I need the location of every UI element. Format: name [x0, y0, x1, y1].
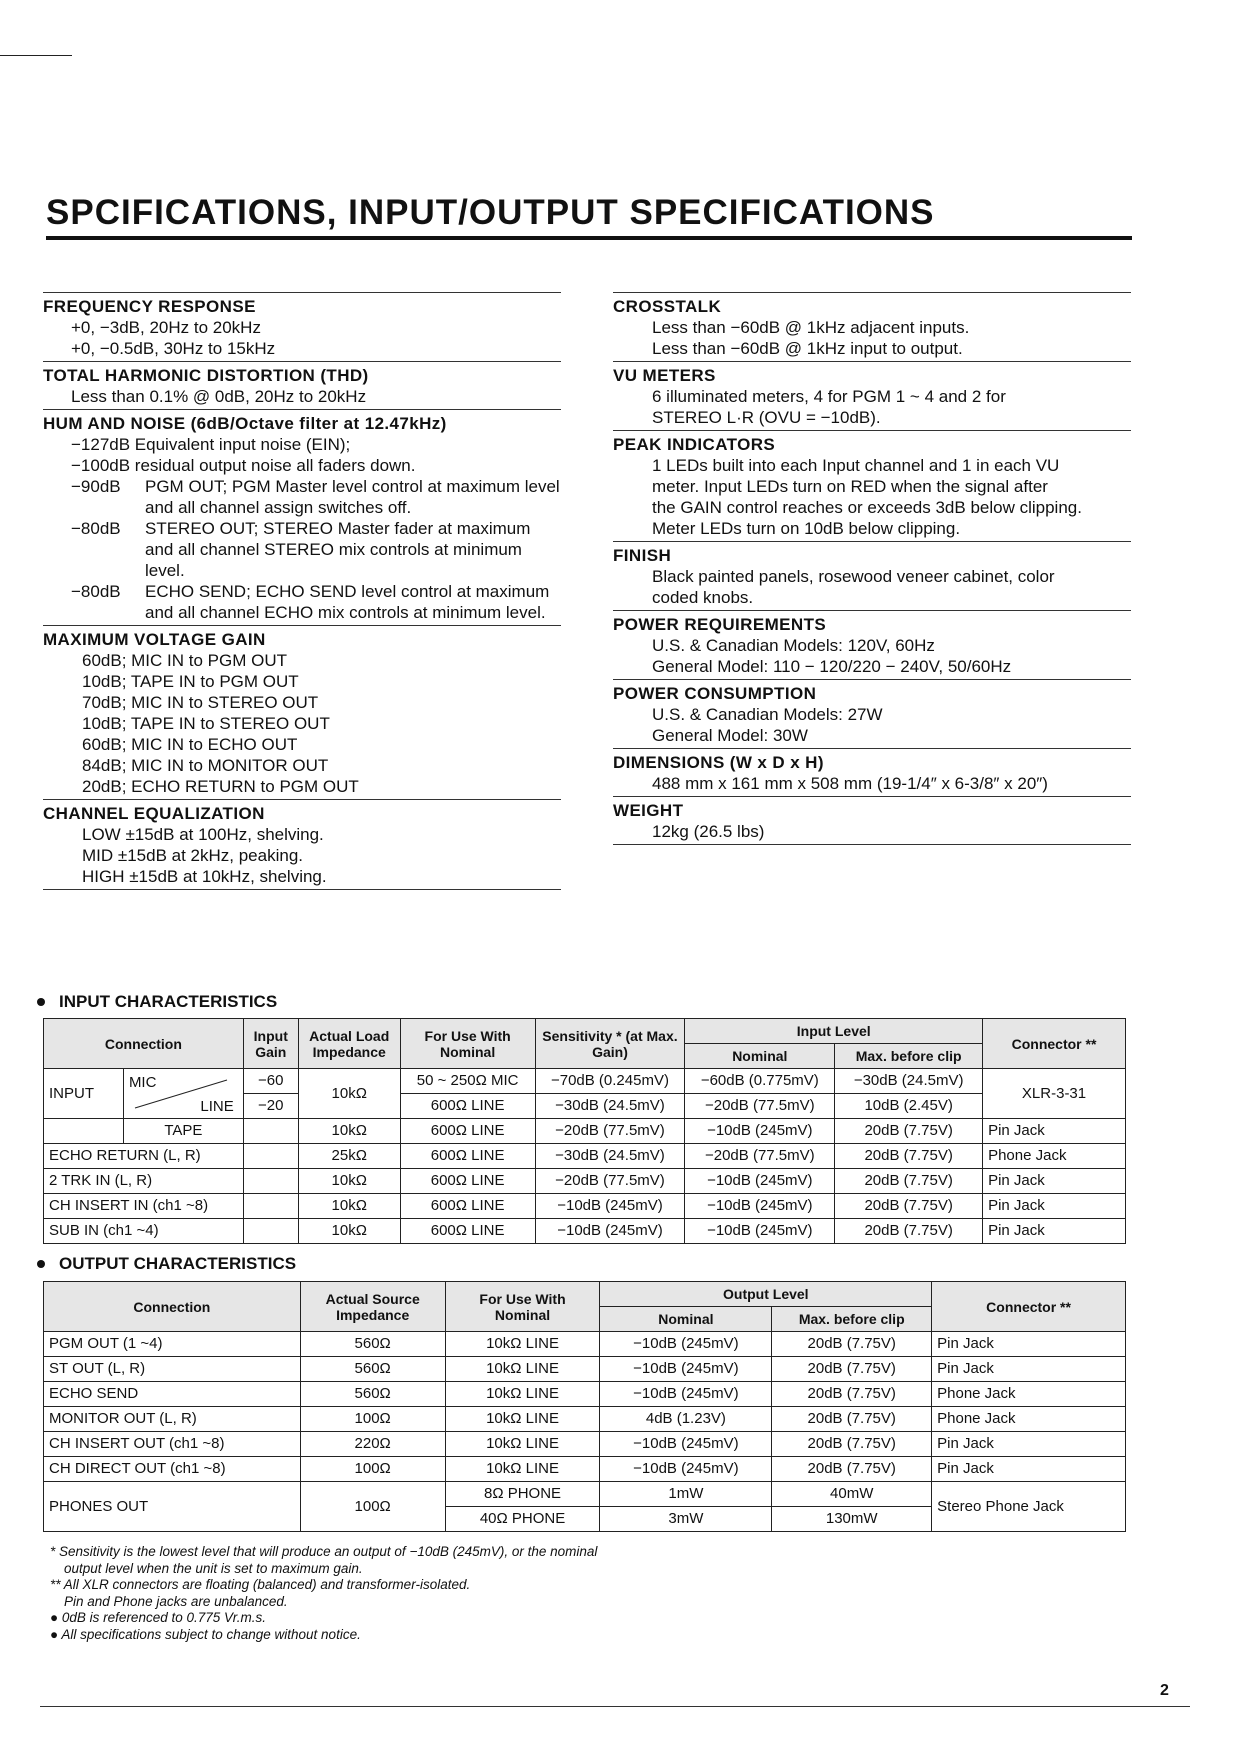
cell-max: 20dB (7.75V) [835, 1119, 983, 1144]
cell-for-use: 600Ω LINE [400, 1169, 535, 1194]
cell-impedance: 560Ω [300, 1357, 445, 1382]
spec-line: coded knobs. [652, 588, 754, 607]
cell-blank [44, 1119, 124, 1144]
cell-max: 20dB (7.75V) [835, 1169, 983, 1194]
page-title: SPCIFICATIONS, INPUT/OUTPUT SPECIFICATIONS [46, 192, 1132, 240]
header-for-use-with: For Use With Nominal [400, 1019, 535, 1069]
cell-max: 10dB (2.45V) [835, 1094, 983, 1119]
cell-gain [243, 1194, 298, 1219]
section-title: POWER REQUIREMENTS [613, 615, 827, 634]
output-characteristics-table [43, 1281, 1126, 1532]
cell-gain [243, 1144, 298, 1169]
spec-line: 6 illuminated meters, 4 for PGM 1 ~ 4 and 2 for [652, 387, 1006, 406]
diagonal-divider [129, 1070, 239, 1118]
table-row [44, 1382, 1126, 1407]
cell-nominal: −60dB (0.775mV) [685, 1069, 835, 1094]
section-title: PEAK INDICATORS [613, 435, 776, 454]
spec-line: 60dB; MIC IN to PGM OUT [82, 651, 287, 670]
footnotes [50, 1544, 597, 1643]
cell-connection: SUB IN (ch1 ~4) [44, 1219, 244, 1244]
section-title: CROSSTALK [613, 297, 722, 316]
spec-line: 10dB; TAPE IN to PGM OUT [82, 672, 299, 691]
cell-nominal: −10dB (245mV) [600, 1332, 772, 1357]
cell-nominal: −20dB (77.5mV) [685, 1144, 835, 1169]
cell-impedance: 220Ω [300, 1432, 445, 1457]
table-row [44, 1194, 1126, 1219]
noise-level: −80dB [71, 519, 121, 538]
cell-max: 20dB (7.75V) [772, 1407, 932, 1432]
bottom-rule [40, 1706, 1190, 1707]
cell-max: 20dB (7.75V) [772, 1332, 932, 1357]
footnote-line: ** All XLR connectors are floating (balanced) and transformer-isolated. [50, 1577, 471, 1592]
header-load-impedance: Actual Load Impedance [298, 1019, 400, 1069]
footnote-line: ● 0dB is referenced to 0.775 Vr.m.s. [50, 1610, 267, 1625]
frequency-response-section [43, 292, 561, 361]
crosstalk-section [613, 292, 1131, 361]
cell-connection: CH INSERT IN (ch1 ~8) [44, 1194, 244, 1219]
section-title: FINISH [613, 546, 672, 565]
section-title: HUM AND NOISE (6dB/Octave filter at 12.47kHz) [43, 414, 447, 433]
cell-max: 130mW [772, 1507, 932, 1532]
cell-connection: PGM OUT (1 ~4) [44, 1332, 301, 1357]
cell-for-use: 10kΩ LINE [445, 1357, 600, 1382]
hum-noise-section [43, 409, 561, 625]
section-title: DIMENSIONS (W x D x H) [613, 753, 824, 772]
cell-nominal: −10dB (245mV) [600, 1457, 772, 1482]
footnote-line: * Sensitivity is the lowest level that will produce an output of −10dB (245mV), or the nominal [50, 1544, 598, 1559]
cell-load: 25kΩ [298, 1144, 400, 1169]
input-characteristics-label: INPUT CHARACTERISTICS [59, 992, 278, 1011]
cell-impedance: 100Ω [300, 1407, 445, 1432]
thd-section [43, 361, 561, 409]
footnote-line: ● All specifications subject to change without notice. [50, 1626, 361, 1642]
cell-nominal: 1mW [600, 1482, 772, 1507]
power-consumption-section [613, 679, 1131, 748]
spec-line: General Model: 110 − 120/220 − 240V, 50/60Hz [652, 657, 1012, 676]
table-row [44, 1069, 1126, 1094]
noise-row [43, 476, 561, 518]
cell-for-use: 10kΩ LINE [445, 1432, 600, 1457]
header-connector: Connector ** [932, 1282, 1126, 1332]
spec-line: −100dB residual output noise all faders down. [71, 456, 416, 475]
footnote-line: output level when the unit is set to maximum gain. [64, 1560, 363, 1576]
section-title: MAXIMUM VOLTAGE GAIN [43, 630, 266, 649]
cell-max: 20dB (7.75V) [772, 1457, 932, 1482]
cell-connection: ECHO RETURN (L, R) [44, 1144, 244, 1169]
specs-right-column [613, 292, 1131, 845]
cell-for-use: 600Ω LINE [400, 1219, 535, 1244]
cell-nominal: −20dB (77.5mV) [685, 1094, 835, 1119]
bullet-icon [37, 1260, 45, 1268]
cell-connector: Phone Jack [932, 1407, 1126, 1432]
table-row [44, 1482, 1126, 1507]
spec-line: 70dB; MIC IN to STEREO OUT [82, 693, 319, 712]
bullet-icon [37, 998, 45, 1006]
cell-for-use: 600Ω LINE [400, 1094, 535, 1119]
cell-for-use: 10kΩ LINE [445, 1407, 600, 1432]
spec-line: the GAIN control reaches or exceeds 3dB below clipping. [652, 498, 1082, 517]
spec-line: 1 LEDs built into each Input channel and 1 in each VU [652, 456, 1060, 475]
spec-line: 12kg (26.5 lbs) [652, 822, 765, 841]
spec-line: −127dB Equivalent input noise (EIN); [71, 435, 351, 454]
spec-line: 488 mm x 161 mm x 508 mm (19-1/4″ x 6-3/8″ x 20″) [652, 774, 1048, 793]
header-max-clip: Max. before clip [835, 1044, 983, 1069]
cell-connection: MONITOR OUT (L, R) [44, 1407, 301, 1432]
cell-connector: Phone Jack [983, 1144, 1126, 1169]
cell-for-use: 600Ω LINE [400, 1144, 535, 1169]
section-title: CHANNEL EQUALIZATION [43, 804, 265, 823]
input-group-label: INPUT [44, 1069, 124, 1119]
power-requirements-section [613, 610, 1131, 679]
cell-max: 20dB (7.75V) [772, 1432, 932, 1457]
cell-max: −30dB (24.5mV) [835, 1069, 983, 1094]
table-row [44, 1457, 1126, 1482]
spec-line: Less than −60dB @ 1kHz adjacent inputs. [652, 318, 970, 337]
cell-nominal: 4dB (1.23V) [600, 1407, 772, 1432]
cell-sensitivity: −70dB (0.245mV) [535, 1069, 685, 1094]
spec-line: MID ±15dB at 2kHz, peaking. [82, 846, 303, 865]
cell-sensitivity: −10dB (245mV) [535, 1194, 685, 1219]
noise-level: −80dB [71, 582, 121, 601]
max-voltage-gain-section [43, 625, 561, 799]
cell-connector: Pin Jack [983, 1219, 1126, 1244]
table-row [44, 1407, 1126, 1432]
cell-connection: PHONES OUT [44, 1482, 301, 1532]
cell-gain [243, 1219, 298, 1244]
cell-connector: Pin Jack [932, 1332, 1126, 1357]
cell-for-use: 8Ω PHONE [445, 1482, 600, 1507]
table-row [44, 1144, 1126, 1169]
cell-for-use: 10kΩ LINE [445, 1457, 600, 1482]
table-row [44, 1169, 1126, 1194]
cell-gain [243, 1169, 298, 1194]
noise-row [43, 518, 561, 581]
section-title: TOTAL HARMONIC DISTORTION (THD) [43, 366, 369, 385]
spec-line: STEREO L·R (OVU = −10dB). [652, 408, 881, 427]
channel-eq-section [43, 799, 561, 890]
header-max-clip: Max. before clip [772, 1307, 932, 1332]
header-connection: Connection [44, 1282, 301, 1332]
line-label: LINE [200, 1097, 234, 1115]
cell-connector: Pin Jack [932, 1357, 1126, 1382]
cell-max: 20dB (7.75V) [772, 1382, 932, 1407]
cell-nominal: −10dB (245mV) [600, 1432, 772, 1457]
header-connection: Connection [44, 1019, 244, 1069]
spec-line: 84dB; MIC IN to MONITOR OUT [82, 756, 329, 775]
cell-load: 10kΩ [298, 1069, 400, 1119]
cell-connector: Phone Jack [932, 1382, 1126, 1407]
mic-line-diagram [129, 1070, 238, 1118]
cell-gain: −20 [243, 1094, 298, 1119]
spec-line: HIGH ±15dB at 10kHz, shelving. [82, 867, 327, 886]
table-row [44, 1332, 1126, 1357]
cell-max: 20dB (7.75V) [772, 1357, 932, 1382]
spec-line: +0, −0.5dB, 30Hz to 15kHz [71, 339, 276, 358]
cell-impedance: 560Ω [300, 1332, 445, 1357]
cell-connection: CH DIRECT OUT (ch1 ~8) [44, 1457, 301, 1482]
noise-description: STEREO OUT; STEREO Master fader at maximum and all channel STEREO mix controls at minimum level. [145, 519, 531, 580]
footnote-line: Pin and Phone jacks are unbalanced. [64, 1593, 288, 1609]
finish-section [613, 541, 1131, 610]
cell-connection: TAPE [123, 1119, 243, 1144]
mic-line-cell [123, 1069, 243, 1119]
header-connector: Connector ** [983, 1019, 1126, 1069]
cell-nominal: −10dB (245mV) [685, 1194, 835, 1219]
page-number: 2 [1160, 1682, 1169, 1699]
cell-sensitivity: −30dB (24.5mV) [535, 1144, 685, 1169]
spec-line: meter. Input LEDs turn on RED when the signal after [652, 477, 1048, 496]
cell-load: 10kΩ [298, 1119, 400, 1144]
header-output-level: Output Level [600, 1282, 932, 1307]
output-characteristics-label: OUTPUT CHARACTERISTICS [59, 1254, 297, 1273]
cell-connector: XLR-3-31 [983, 1069, 1126, 1119]
weight-section [613, 796, 1131, 845]
input-characteristics-table [43, 1018, 1126, 1244]
cell-max: 20dB (7.75V) [835, 1194, 983, 1219]
cell-impedance: 100Ω [300, 1482, 445, 1532]
cell-nominal: −10dB (245mV) [600, 1382, 772, 1407]
output-characteristics-title [37, 1254, 296, 1274]
cell-for-use: 50 ~ 250Ω MIC [400, 1069, 535, 1094]
cell-for-use: 600Ω LINE [400, 1119, 535, 1144]
header-input-level: Input Level [685, 1019, 983, 1044]
header-nominal: Nominal [600, 1307, 772, 1332]
specs-left-column [43, 292, 561, 890]
table-header-row [44, 1019, 1126, 1044]
cell-max: 20dB (7.75V) [835, 1219, 983, 1244]
cell-for-use: 10kΩ LINE [445, 1332, 600, 1357]
spec-line: Less than −60dB @ 1kHz input to output. [652, 339, 963, 358]
header-sensitivity: Sensitivity * (at Max. Gain) [535, 1019, 685, 1069]
cell-connector: Pin Jack [983, 1169, 1126, 1194]
cell-sensitivity: −10dB (245mV) [535, 1219, 685, 1244]
cell-connector: Pin Jack [983, 1119, 1126, 1144]
top-rule [0, 55, 72, 56]
spec-line: Black painted panels, rosewood veneer cabinet, color [652, 567, 1055, 586]
mic-label: MIC [128, 1073, 157, 1091]
cell-connection: CH INSERT OUT (ch1 ~8) [44, 1432, 301, 1457]
spec-line: Meter LEDs turn on 10dB below clipping. [652, 519, 961, 538]
spec-line: Less than 0.1% @ 0dB, 20Hz to 20kHz [71, 387, 367, 406]
section-title: POWER CONSUMPTION [613, 684, 817, 703]
spec-line: 10dB; TAPE IN to STEREO OUT [82, 714, 330, 733]
cell-load: 10kΩ [298, 1194, 400, 1219]
spec-line: U.S. & Canadian Models: 27W [652, 705, 883, 724]
spec-line: 20dB; ECHO RETURN to PGM OUT [82, 777, 359, 796]
header-input-gain: Input Gain [243, 1019, 298, 1069]
cell-impedance: 100Ω [300, 1457, 445, 1482]
table-row [44, 1357, 1126, 1382]
cell-connection: 2 TRK IN (L, R) [44, 1169, 244, 1194]
table-row [44, 1219, 1126, 1244]
header-source-impedance: Actual Source Impedance [300, 1282, 445, 1332]
dimensions-section [613, 748, 1131, 796]
input-characteristics-title [37, 992, 277, 1012]
cell-connector: Stereo Phone Jack [932, 1482, 1126, 1532]
noise-row [43, 581, 561, 623]
spec-line: 60dB; MIC IN to ECHO OUT [82, 735, 298, 754]
spec-line: LOW ±15dB at 100Hz, shelving. [82, 825, 324, 844]
peak-indicators-section [613, 430, 1131, 541]
cell-connector: Pin Jack [932, 1457, 1126, 1482]
section-title: WEIGHT [613, 801, 684, 820]
cell-connection: ECHO SEND [44, 1382, 301, 1407]
vu-meters-section [613, 361, 1131, 430]
cell-connection: ST OUT (L, R) [44, 1357, 301, 1382]
cell-max: 40mW [772, 1482, 932, 1507]
cell-gain: −60 [243, 1069, 298, 1094]
spec-line: General Model: 30W [652, 726, 808, 745]
spec-line: +0, −3dB, 20Hz to 20kHz [71, 318, 261, 337]
cell-max: 20dB (7.75V) [835, 1144, 983, 1169]
cell-sensitivity: −30dB (24.5mV) [535, 1094, 685, 1119]
section-title: FREQUENCY RESPONSE [43, 297, 256, 316]
table-row [44, 1119, 1126, 1144]
cell-impedance: 560Ω [300, 1382, 445, 1407]
table-header-row [44, 1282, 1126, 1307]
header-for-use-with: For Use With Nominal [445, 1282, 600, 1332]
header-nominal: Nominal [685, 1044, 835, 1069]
noise-description: PGM OUT; PGM Master level control at maximum level and all channel assign switches off. [145, 477, 560, 517]
cell-sensitivity: −20dB (77.5mV) [535, 1119, 685, 1144]
cell-for-use: 40Ω PHONE [445, 1507, 600, 1532]
cell-load: 10kΩ [298, 1219, 400, 1244]
cell-nominal: −10dB (245mV) [600, 1357, 772, 1382]
table-row [44, 1432, 1126, 1457]
cell-gain [243, 1119, 298, 1144]
spec-line: U.S. & Canadian Models: 120V, 60Hz [652, 636, 935, 655]
cell-for-use: 600Ω LINE [400, 1194, 535, 1219]
cell-connector: Pin Jack [932, 1432, 1126, 1457]
cell-load: 10kΩ [298, 1169, 400, 1194]
cell-sensitivity: −20dB (77.5mV) [535, 1169, 685, 1194]
cell-nominal: −10dB (245mV) [685, 1169, 835, 1194]
section-title: VU METERS [613, 366, 716, 385]
cell-nominal: −10dB (245mV) [685, 1119, 835, 1144]
noise-level: −90dB [71, 477, 121, 496]
cell-nominal: 3mW [600, 1507, 772, 1532]
noise-description: ECHO SEND; ECHO SEND level control at maximum and all channel ECHO mix controls at minimum level. [145, 582, 550, 622]
cell-connector: Pin Jack [983, 1194, 1126, 1219]
cell-nominal: −10dB (245mV) [685, 1219, 835, 1244]
cell-for-use: 10kΩ LINE [445, 1382, 600, 1407]
